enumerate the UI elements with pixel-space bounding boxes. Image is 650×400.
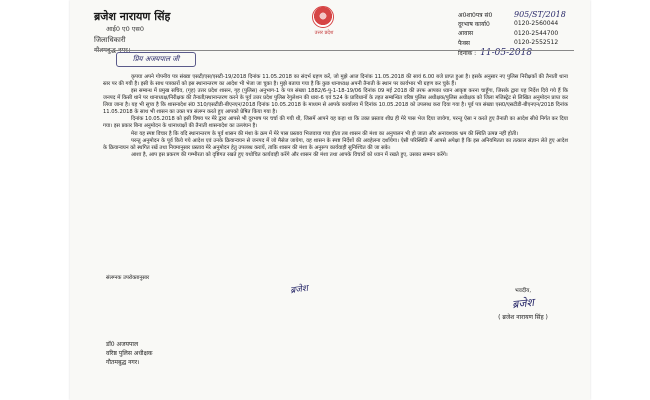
body-paragraph: परन्तु अनुमोदन के पूर्व किये गये आदेश एवं उनके क्रियान्वयन से जनपद में जो मैसेज जायेगा, वह शासन के स्पष्ट निर्देशों की अवहेलना दर्शायेगा। ऐसी परिस्थिति में आपसे अपेक्षा है कि इस अनियमितता का तत्काल संज्ञान लेते हुए आदेश के क्रियान्वयन को स्थगित रखें तथा नियमानुसार प्रस्ताव मेरे अनुमोदन हेतु उपलब्ध करायें, ताकि शासन की मंशा के अनुरूप कार्यवाही सुनिश्चित की जा सके। bbox=[103, 138, 568, 152]
signature-block bbox=[468, 286, 578, 321]
addressee-place: गौतमबुद्ध नगर। bbox=[106, 359, 140, 366]
letter-date: 11-05-2018 bbox=[480, 48, 533, 58]
ref-label: अ0शा0पत्र सं0 bbox=[458, 11, 493, 19]
yours-label: भवदीय, bbox=[514, 288, 532, 294]
letter-body bbox=[103, 74, 568, 160]
addressee-designation: वरिष्ठ पुलिस अधीक्षक bbox=[106, 350, 153, 357]
phone-office-label: दूरभाष कार्या0 bbox=[458, 20, 490, 28]
signatory-name: ( ब्रजेश नारायण सिंह ) bbox=[498, 314, 548, 321]
body-paragraph: मेरा यह स्पष्ट विचार है कि यदि स्थानान्तरण के पूर्व शासन की मंशा के क्रम में मेरे पास प्रस्ताव भिजवाया गया होता तब शासन की मंशा का अनुपालन भी हो जाता और अनावश्यक भ्रम की स्थिति उत्पन्न नहीं होती। bbox=[131, 130, 519, 137]
header-divider bbox=[94, 50, 574, 51]
date-label: दिनांक : bbox=[458, 50, 477, 57]
office-title: जिलाधिकारी bbox=[94, 36, 126, 44]
initials-signature: ब्रजेश bbox=[289, 283, 309, 297]
fax-label: फैक्स bbox=[458, 39, 470, 47]
body-paragraph: आशा है, आप इस प्रकरण की गम्भीरता को दृष्टिगत रखते हुए यथोचित कार्यवाही करेंगे और शासन की मंशा तथा आपके विचारों को ध्यान में रखते हुए, उसका सम्मान करेंगे। bbox=[131, 152, 448, 159]
sender-name: ब्रजेश नारायण सिंह bbox=[94, 10, 171, 23]
state-emblem-icon bbox=[312, 6, 334, 28]
sender-designation: आई0 ए0 एस0 bbox=[106, 25, 144, 33]
fax-number: 0120-2552512 bbox=[514, 39, 559, 47]
handwritten-signature: ब्रजेश bbox=[511, 295, 535, 312]
addressee-block bbox=[106, 340, 153, 367]
body-paragraph: दिनांक 10.05.2018 को इसी विषय पर मेरे द्वारा आपसे भी दूरभाष पर चर्चा की गयी थी, जिसमें आपने यह कहा था कि उक्त प्रस्ताव शीघ्र ही मेरे पास भेज दिया जायेगा, परन्तु ऐसा न करते हुए तैनाती का आदेश सीधे निर्गत कर दिया गया। इस प्रकार बिना अनुमोदन के थानाध्यक्षों की तैनाती शासनादेश का उल्लंघन है। bbox=[103, 116, 568, 130]
office-district: गौतमबुद्ध नगर। bbox=[94, 46, 131, 54]
enclosure-note: संलग्नक उपरोक्तानुसार bbox=[106, 275, 150, 281]
ref-number: 905/ST/2018 bbox=[514, 10, 566, 20]
contact-block bbox=[458, 10, 588, 47]
residence-label: आवास bbox=[458, 30, 474, 38]
body-paragraph: कृपया अपने गोपनीय पत्र संख्या एसटी/एस/एसटी-19/2018 दिनांक 11.05.2018 का संदर्भ ग्रहण करें, जो मुझे आज दिनांक 11.05.2018 की सायं 6.00 बजे प्राप्त हुआ है। इसके अनुसार नए पुलिस निरीक्षकों की तैनाती थाना स्तर पर की गयी है। इसी के साथ पत्रकारों को इस स्थानान्तरण का आदेश भी भेजा जा चुका है। मुझे बताया गया है कि कुछ थानाध्यक्ष अपनी तैनाती के स्थान पर कार्यभार भी ग्रहण कर चुके हैं। bbox=[103, 74, 568, 87]
body-paragraph: इस सम्बन्ध में प्रमुख सचिव, (गृह) उत्तर प्रदेश शासन, गृह (पुलिस) अनुभाग-1 के पत्र संख्या 1882/6-पु-1-18-19/06 दिनांक 09 मई 2018 की तरफ आपका ध्यान आकृष्ट करना चाहूँगा, जिसके द्वारा यह निर्देश दिये गये हैं कि जनपद में किसी थाने पर थानाध्यक्ष/निरीक्षक की तैनाती/स्थानान्तरण करने के पूर्व उत्तर प्रदेश पुलिस रेगुलेशन की धारा-6 एवं 524 के प्राविधानों के तहत सम्बन्धित वरिष्ठ पुलिस अधीक्षक/पुलिस अधीक्षक को जिला मजिस्ट्रेट से लिखित अनुमोदन प्राप्त कर लिया जाना है। यह भी सूच्य है कि शासनादेश सं0 310/एसटीडी-बीएनएन/2018 दिनांक 10.05.2018 के माध्यम से आपके कार्यालय में दिनांक 10.05.2018 को उपलब्ध करा दिया गया है। पूर्व पत्र संख्या एस0/एसटीडी-बीएनएन/2018 दिनांक 11.05.2018 के साथ भी शासन का उक्त पत्र संलग्न करते हुए आपको प्रेषित किया गया है। bbox=[103, 88, 568, 116]
addressee-name: डॉ0 अजयपाल bbox=[106, 341, 139, 348]
salutation: प्रिय अजयपाल जी bbox=[116, 52, 196, 67]
emblem-label: उत्तर प्रदेश bbox=[314, 30, 334, 36]
residence-phone: 0120-2544700 bbox=[514, 29, 559, 37]
phone-office: 0120-2560044 bbox=[514, 20, 559, 28]
letter-page bbox=[70, 0, 590, 400]
